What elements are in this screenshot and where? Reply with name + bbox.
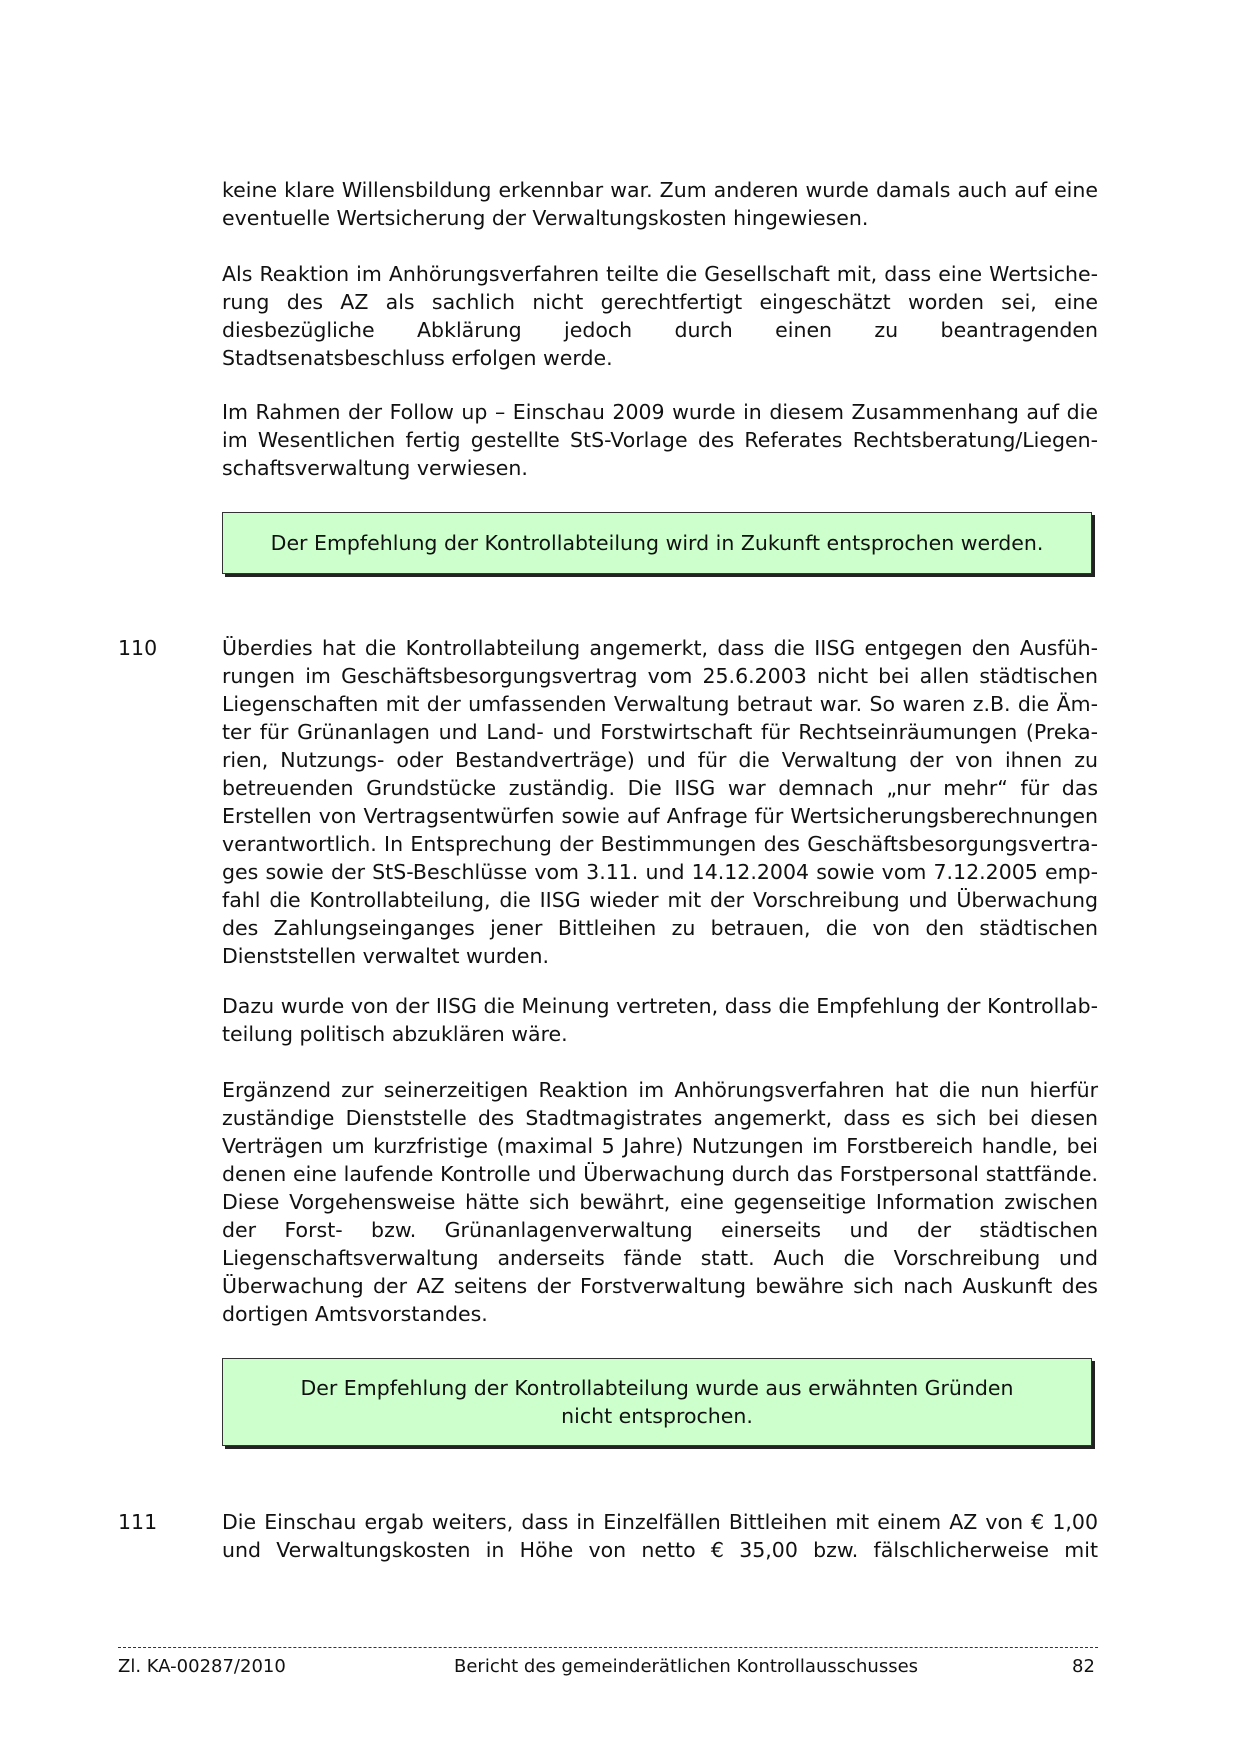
recommendation-box-accepted <box>222 512 1092 574</box>
paragraph-number-111: 111 <box>118 1510 158 1534</box>
footer-title: Bericht des gemeinderätlichen Kontrollausschusses <box>454 1656 919 1677</box>
paragraph-intro: keine klare Willensbildung erkennbar war. Zum anderen wurde damals auch auf eine eventuelle Wertsicherung der Verwaltungskosten hingewiesen. <box>222 178 1098 230</box>
recommendation-box-accepted-text: Der Empfehlung der Kontrollabteilung wird in Zukunft entsprochen werden. <box>270 531 1044 555</box>
footer-divider <box>118 1647 1098 1648</box>
paragraph-110-iisg-response: Dazu wurde von der IISG die Meinung vertreten, dass die Empfehlung der Kontrollabteilung politisch abzuklären wäre. <box>222 994 1098 1046</box>
paragraph-reaction: Als Reaktion im Anhörungsverfahren teilte die Gesellschaft mit, dass eine Wertsicherung des AZ als sachlich nicht gerechtfertigt eingeschätzt worden sei, eine diesbezügliche Abklärung jedoch durch einen zu beantragenden Stadtsenatsbeschluss erfolgen werde. <box>222 262 1098 370</box>
recommendation-box-rejected <box>222 1358 1092 1446</box>
paragraph-110-supplement: Ergänzend zur seinerzeitigen Reaktion im Anhörungsverfahren hat die nun hierfür zuständige Dienststelle des Stadtmagistrates angemerkt, dass es sich bei diesen Verträgen um kurzfristige (maximal 5 Jahre) Nutzungen im Forstbereich handle, bei denen eine laufende Kontrolle und Überwachung durch das Forstpersonal stattfände. Diese Vorgehensweise hätte sich bewährt, eine gegenseitige Information zwischen der Forst- bzw. Grünanlagenverwaltung einerseits und der städtischen Liegenschaftsverwaltung anderseits fände statt. Auch die Vorschreibung und Überwachung der AZ seitens der Forstverwaltung bewähre sich nach Auskunft des dortigen Amtsvorstandes. <box>222 1078 1098 1326</box>
paragraph-follow-up: Im Rahmen der Follow up – Einschau 2009 wurde in diesem Zusammenhang auf die im Wesentlichen fertig gestellte StS-Vorlage des Referates Rechtsberatung/Liegenschaftsverwaltung verwiesen. <box>222 400 1098 480</box>
footer-reference: Zl. KA-00287/2010 <box>118 1656 286 1677</box>
paragraph-110-findings: Überdies hat die Kontrollabteilung angemerkt, dass die IISG entgegen den Ausführungen im Geschäftsbesorgungsvertrag vom 25.6.2003 nicht bei allen städtischen Liegenschaften mit der umfassenden Verwaltung betraut war. So waren z.B. die Ämter für Grünanlagen und Land- und Forstwirtschaft für Rechtseinräumungen (Prekarien, Nutzungs- oder Bestandverträge) und für die Verwaltung der von ihnen zu betreuenden Grundstücke zuständig. Die IISG war demnach „nur mehr“ für das Erstellen von Vertragsentwürfen sowie auf Anfrage für Wertsicherungsberechnungen verantwortlich. In Entsprechung der Bestimmungen des Geschäftsbesorgungsvertrages sowie der StS-Beschlüsse vom 3.11. und 14.12.2004 sowie vom 7.12.2005 empfahl die Kontrollabteilung, die IISG wieder mit der Vorschreibung und Überwachung des Zahlungseinganges jener Bittleihen zu betrauen, die von den städtischen Dienststellen verwaltet wurden. <box>222 636 1098 968</box>
paragraph-111: Die Einschau ergab weiters, dass in Einzelfällen Bittleihen mit einem AZ von € 1,00 und Verwaltungskosten in Höhe von netto € 35,00 bzw. fälschlicherweise mit <box>222 1510 1098 1562</box>
recommendation-box-rejected-text: Der Empfehlung der Kontrollabteilung wurde aus erwähnten Gründen nicht entsprochen. <box>300 1376 1014 1428</box>
paragraph-number-110: 110 <box>118 636 158 660</box>
footer-page-number: 82 <box>1072 1656 1095 1677</box>
